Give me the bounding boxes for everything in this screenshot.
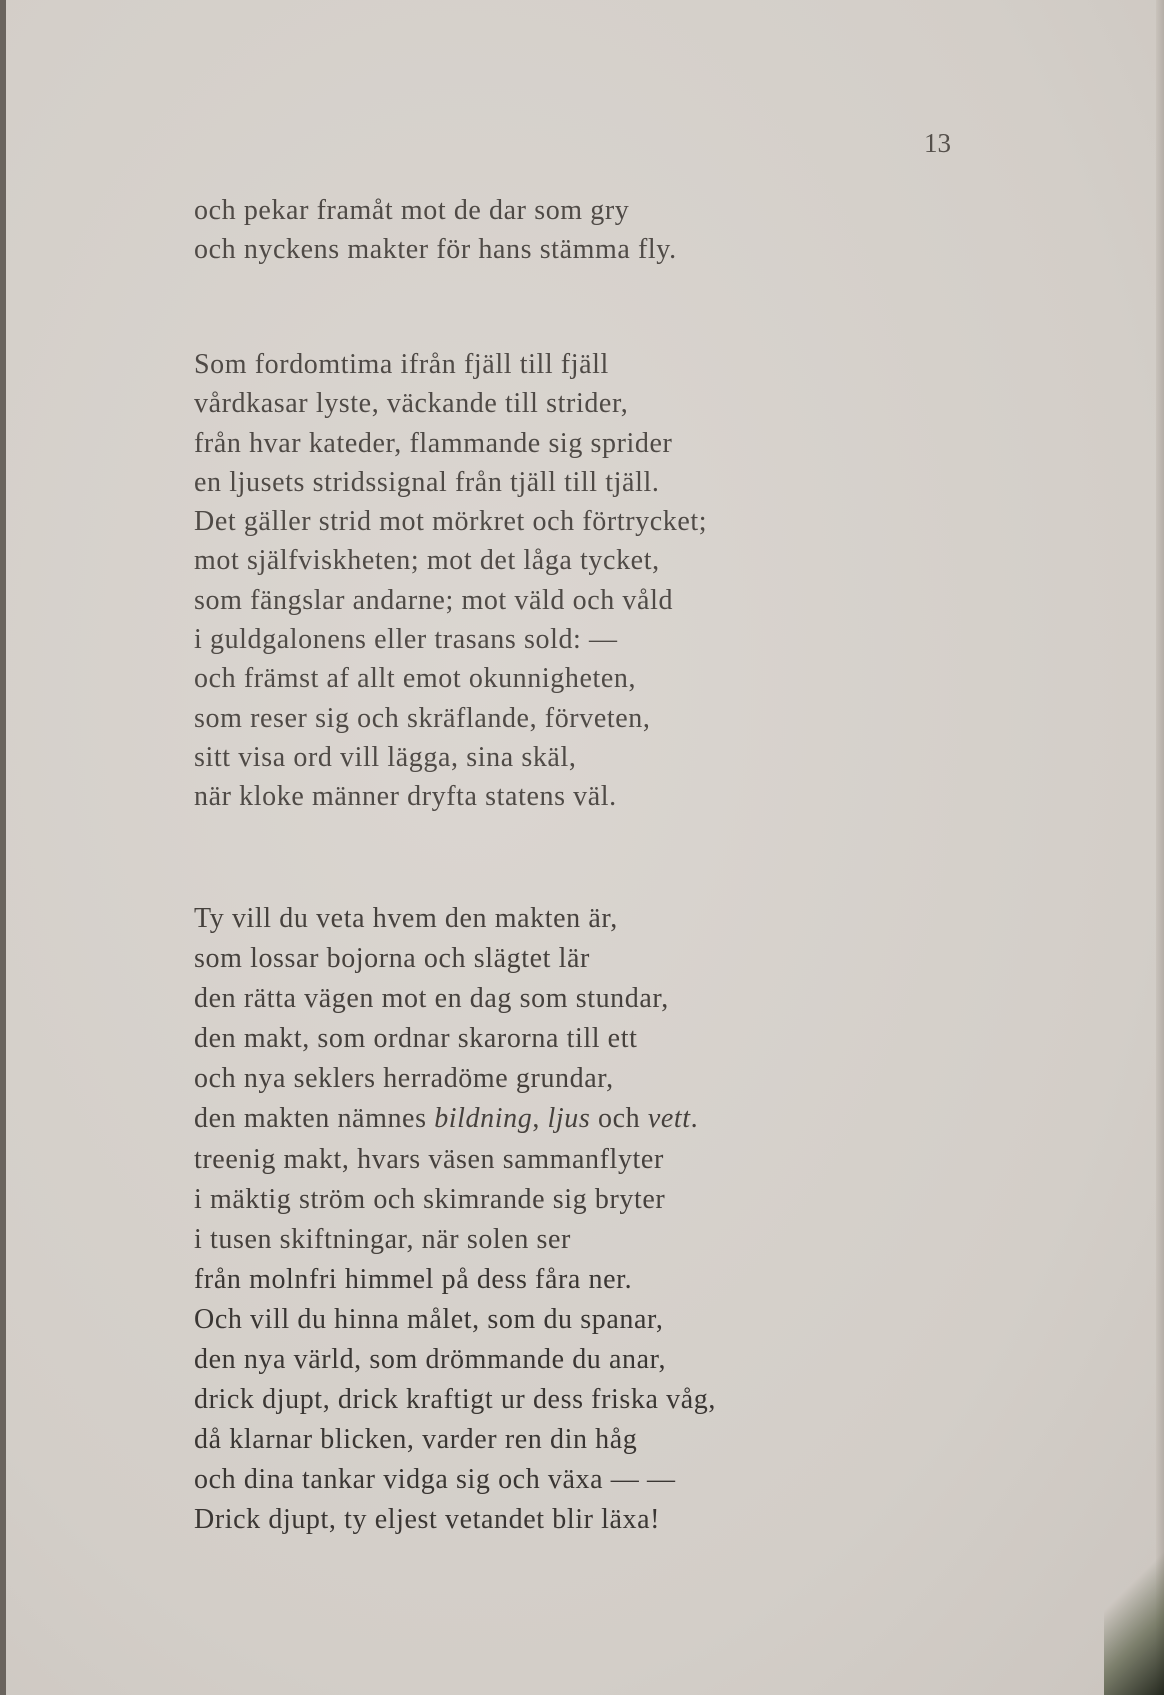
verse-line: vårdkasar lyste, väckande till strider, [194, 388, 629, 420]
verse-line: en ljusets stridssignal från tjäll till tjäll. [194, 466, 660, 498]
verse-line: och pekar framåt mot de dar som gry [194, 195, 630, 226]
verse-line: i tusen skiftningar, när solen ser [194, 1223, 571, 1255]
verse-line: och nyckens makter för hans stämma fly. [194, 234, 677, 266]
verse-line: från molnfri himmel på dess fåra ner. [194, 1263, 633, 1295]
italic-word: ljus [547, 1103, 591, 1135]
verse-line: sitt visa ord vill lägga, sina skäl, [194, 741, 577, 773]
verse-line: då klarnar blicken, varder ren din håg [194, 1424, 638, 1456]
verse-line: från hvar kateder, flammande sig sprider [194, 427, 673, 459]
verse-line: Och vill du hinna målet, som du spanar, [194, 1303, 664, 1335]
stanza-3 [194, 899, 716, 1541]
verse-line: och nya seklers herradöme grundar, [194, 1063, 614, 1095]
verse-line: som fängslar andarne; mot väld och våld [194, 584, 674, 616]
verse-line-emphasis [194, 1099, 716, 1139]
verse-line: treenig makt, hvars väsen sammanflyter [194, 1143, 664, 1175]
verse-line: Det gäller strid mot mörkret och förtrycket; [194, 506, 708, 538]
book-page [6, 0, 1164, 1695]
verse-line: den makt, som ordnar skarorna till ett [194, 1023, 638, 1055]
verse-separator: , [532, 1103, 548, 1135]
italic-word: bildning [434, 1103, 533, 1135]
stanza-2 [194, 345, 707, 817]
verse-line: mot själfviskheten; mot det låga tycket, [194, 545, 660, 577]
stanza-1 [194, 191, 677, 270]
page-corner-shadow [1104, 1435, 1164, 1695]
verse-end-punctuation: . [690, 1103, 699, 1135]
verse-line: Drick djupt, ty eljest vetandet blir läxa! [194, 1504, 661, 1536]
verse-line: den rätta vägen mot en dag som stundar, [194, 983, 669, 1015]
verse-line: drick djupt, drick kraftigt ur dess friska våg, [194, 1384, 716, 1416]
page-number: 13 [924, 128, 951, 158]
verse-line: i guldgalonens eller trasans sold: — [194, 624, 618, 656]
verse-line: och främst af allt emot okunnigheten, [194, 663, 637, 695]
verse-line: när kloke männer dryfta statens väl. [194, 781, 617, 813]
verse-line: Ty vill du veta hvem den makten är, [194, 903, 618, 934]
verse-separator: och [590, 1103, 648, 1135]
verse-line: Som fordomtima ifrån fjäll till fjäll [194, 349, 609, 380]
verse-line: den nya värld, som drömmande du anar, [194, 1344, 667, 1376]
verse-line-lead: den makten nämnes [194, 1103, 427, 1135]
verse-line: i mäktig ström och skimrande sig bryter [194, 1183, 666, 1215]
verse-line: som reser sig och skräflande, förveten, [194, 702, 651, 734]
verse-line: som lossar bojorna och slägtet lär [194, 943, 590, 975]
italic-word: vett [647, 1103, 691, 1135]
verse-line: och dina tankar vidga sig och växa — — [194, 1464, 676, 1496]
